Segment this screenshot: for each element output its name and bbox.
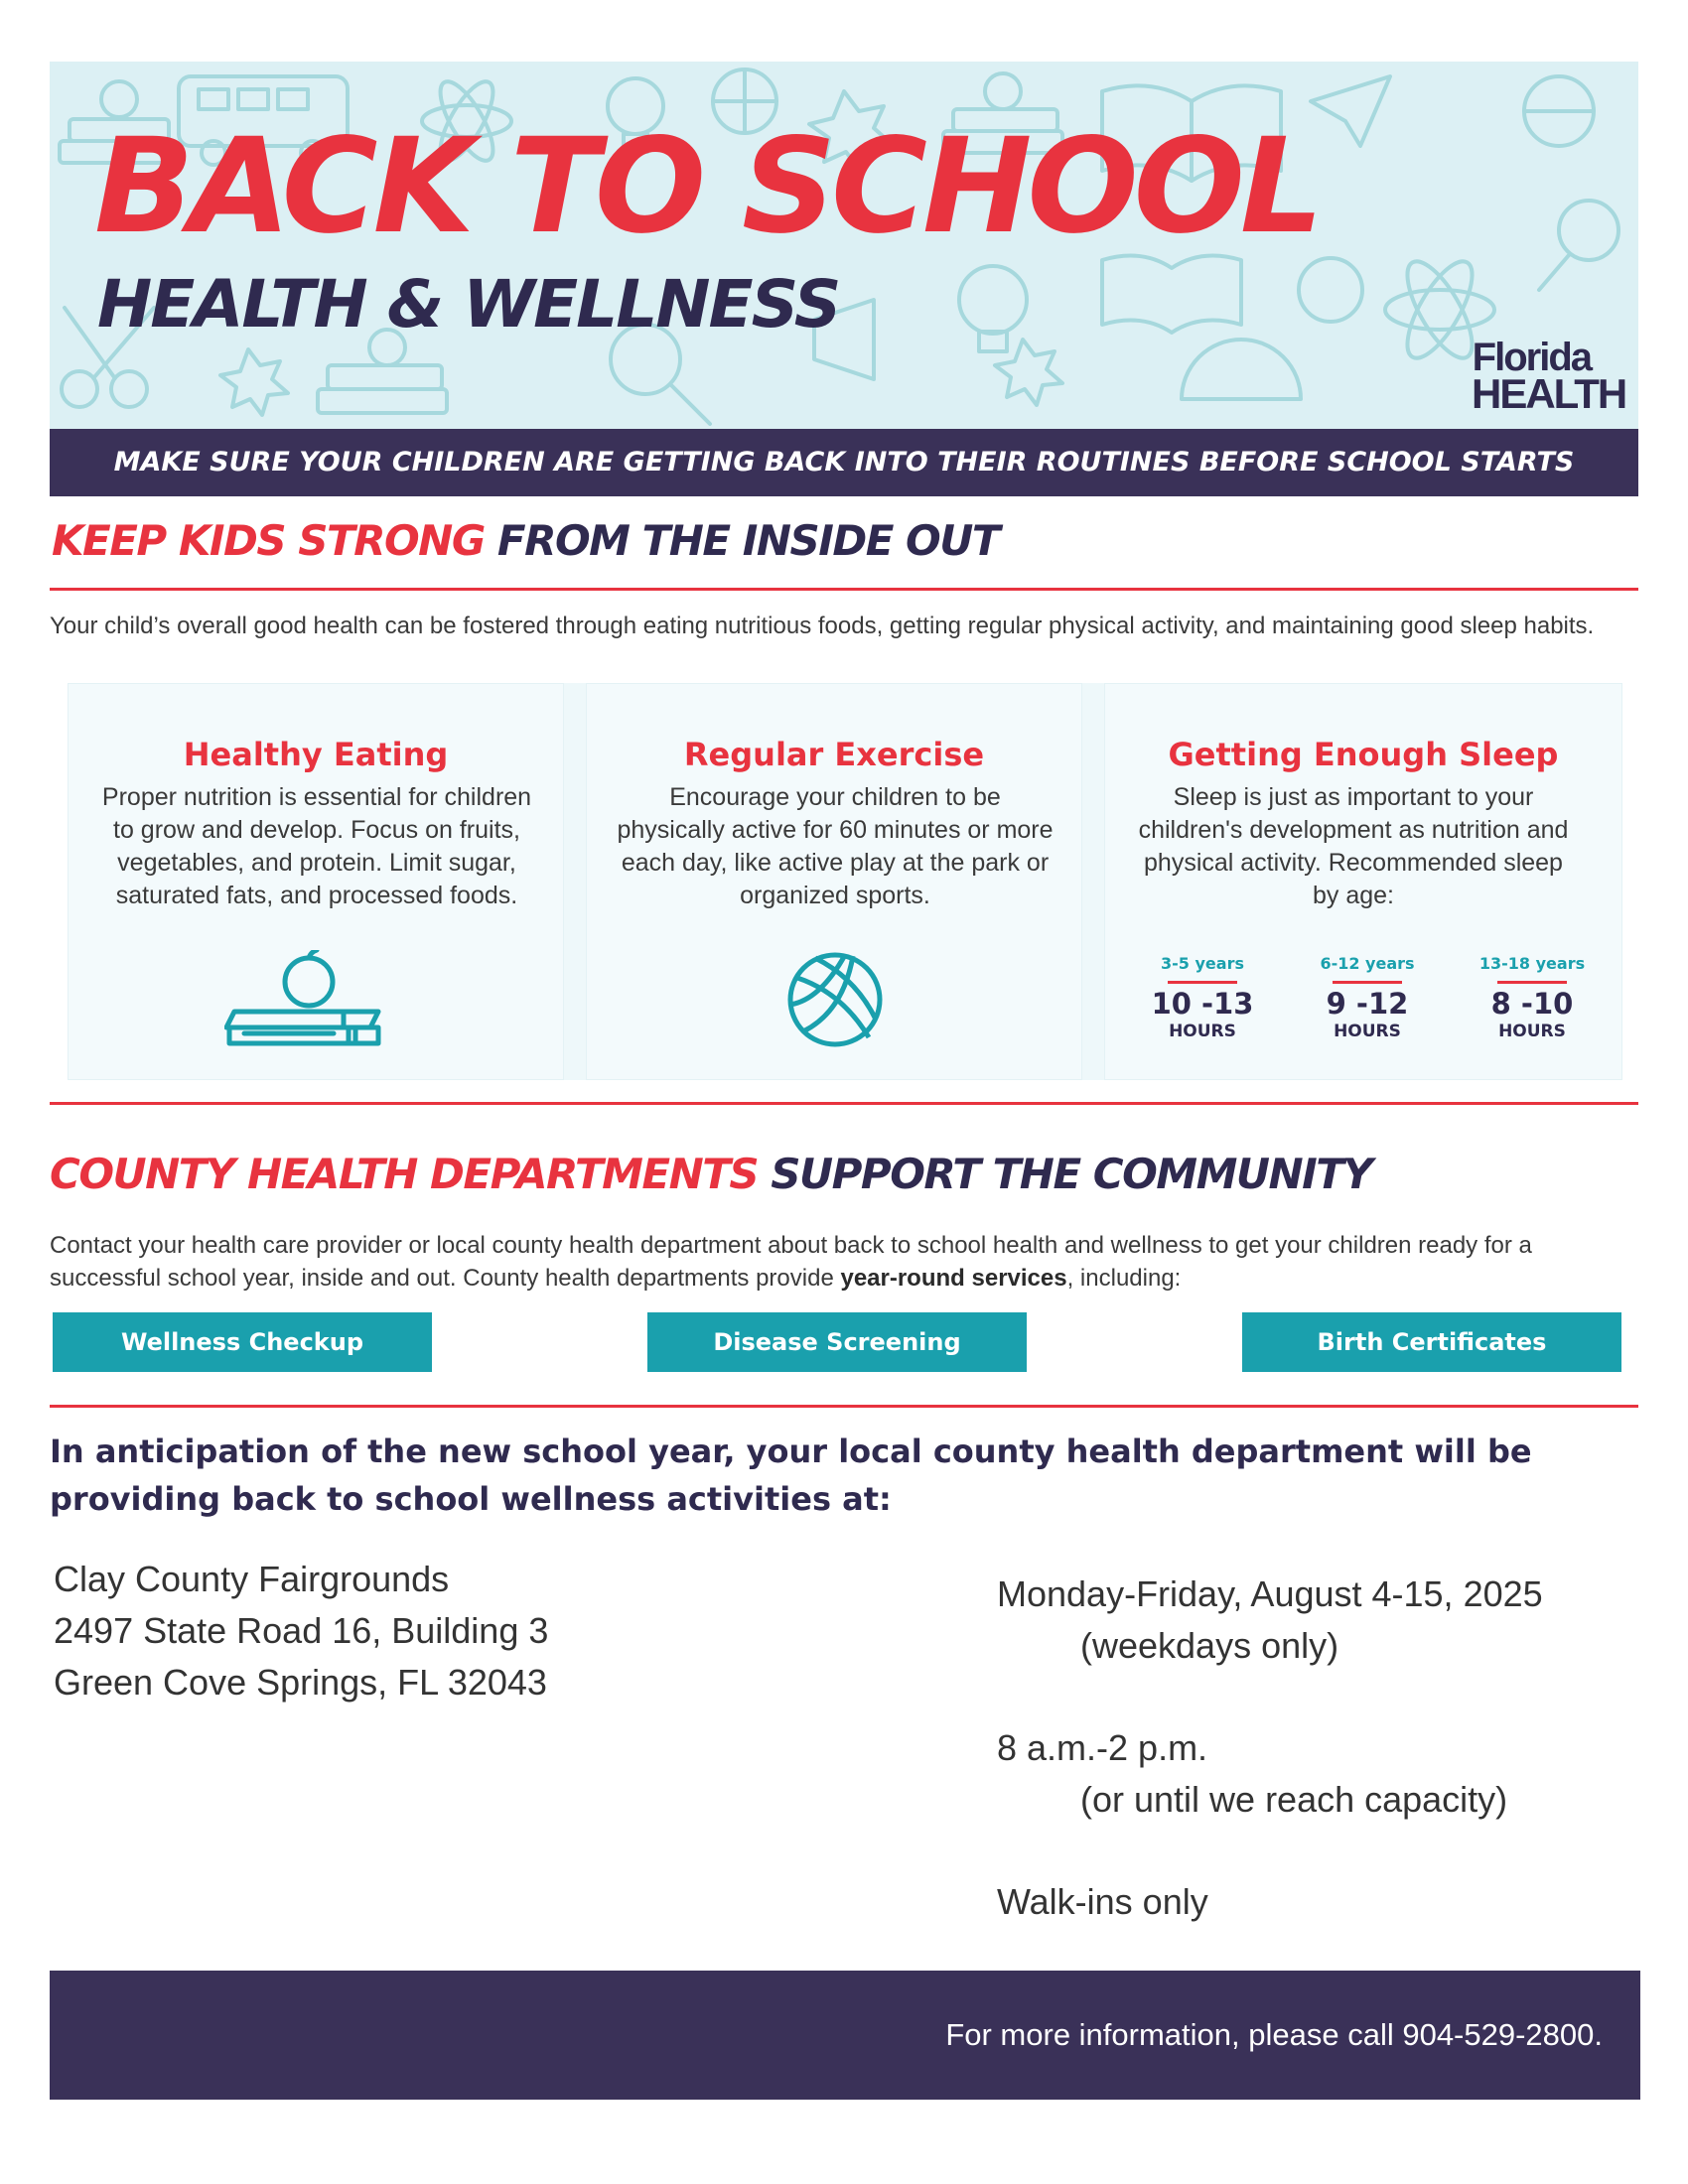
sleep-age-label: 6-12 years: [1320, 954, 1415, 973]
header-banner: [50, 62, 1638, 429]
sleep-divider: [1168, 981, 1237, 984]
sleep-hours-unit: HOURS: [1334, 1022, 1401, 1041]
event-time-note: (or until we reach capacity): [1080, 1779, 1508, 1820]
basketball-icon: [785, 950, 885, 1049]
heading-highlight: KEEP KIDS STRONG: [52, 516, 485, 565]
card-title: Getting Enough Sleep: [1168, 736, 1559, 773]
sleep-hours-unit: HOURS: [1498, 1022, 1566, 1041]
footer-bar: [50, 1971, 1640, 2100]
heading-rest: FROM THE INSIDE OUT: [484, 516, 999, 565]
logo-text-bottom: HEALTH: [1472, 370, 1626, 417]
sleep-hours-value: 8 -10: [1490, 987, 1574, 1021]
section-heading-county-health: [50, 1150, 1372, 1198]
section-intro: [50, 1229, 1648, 1295]
sleep-hours-value: 10 -13: [1151, 987, 1254, 1021]
intro-text-end: , including:: [1066, 1265, 1182, 1292]
divider: [50, 1405, 1638, 1408]
card-regular-exercise: [586, 683, 1082, 1080]
event-dates: Monday-Friday, August 4-15, 2025: [997, 1573, 1543, 1614]
divider: [50, 588, 1638, 591]
service-disease-screening: Disease Screening: [647, 1312, 1027, 1372]
tagline-text: MAKE SURE YOUR CHILDREN ARE GETTING BACK INTO THEIR ROUTINES BEFORE SCHOOL STARTS: [113, 447, 1575, 478]
card-title: Healthy Eating: [183, 736, 449, 773]
address-line: Green Cove Springs, FL 32043: [54, 1662, 547, 1703]
intro-bold-text: year-round services: [840, 1265, 1067, 1292]
footer-contact-text: For more information, please call 904-529-2800.: [945, 2017, 1603, 2052]
sleep-divider: [1333, 981, 1402, 984]
event-announcement: In anticipation of the new school year, your local county health department will be providing back to school wellness activities at:: [50, 1433, 1532, 1518]
logo-text-top: Florida: [1472, 336, 1591, 379]
sleep-age-group: [1473, 954, 1592, 1041]
page-title: BACK TO SCHOOL: [94, 110, 1319, 263]
section-intro: Your child’s overall good health can be fostered through eating nutritious foods, getting regular physical activity, and maintaining good sleep habits.: [50, 613, 1595, 639]
sleep-hours-unit: HOURS: [1169, 1022, 1236, 1041]
card-text: Proper nutrition is essential for children to grow and develop. Focus on fruits, vegetables, and protein. Limit sugar, saturated fats, and processed foods.: [101, 783, 532, 909]
sleep-age-label: 3-5 years: [1161, 954, 1244, 973]
sleep-divider: [1497, 981, 1567, 984]
card-title: Regular Exercise: [683, 736, 985, 773]
card-healthy-eating: [68, 683, 564, 1080]
sleep-age-group: [1143, 954, 1262, 1041]
card-text: Encourage your children to be physically active for 60 minutes or more each day, like active play at the park or organized sports.: [617, 783, 1054, 909]
sleep-hours-value: 9 -12: [1326, 987, 1409, 1021]
divider: [50, 1102, 1638, 1105]
event-time: 8 a.m.-2 p.m.: [997, 1727, 1208, 1768]
tagline-bar: [50, 429, 1638, 496]
sleep-age-group: [1308, 954, 1427, 1041]
event-dates-note: (weekdays only): [1080, 1625, 1339, 1666]
walkins-note: Walk-ins only: [997, 1881, 1208, 1922]
apple-on-books-icon: [224, 950, 393, 1049]
service-birth-certificates: Birth Certificates: [1242, 1312, 1621, 1372]
section-heading-keep-kids-strong: [52, 516, 999, 565]
sleep-age-label: 13-18 years: [1478, 954, 1586, 973]
address-line: Clay County Fairgrounds: [54, 1559, 450, 1599]
page-subtitle: HEALTH & WELLNESS: [97, 266, 840, 342]
address-line: 2497 State Road 16, Building 3: [54, 1610, 549, 1651]
florida-health-logo: [1472, 336, 1626, 417]
intro-text: Contact your health care provider or local county health department about back to school health and wellness to get your children ready for a successful school year, inside and out. County health departments provide: [50, 1232, 1532, 1292]
card-getting-enough-sleep: [1104, 683, 1622, 1080]
service-wellness-checkup: Wellness Checkup: [53, 1312, 432, 1372]
heading-rest: SUPPORT THE COMMUNITY: [758, 1150, 1372, 1198]
card-text: Sleep is just as important to your children's development as nutrition and physical activity. Recommended sleep by age:: [1138, 783, 1569, 909]
heading-highlight: COUNTY HEALTH DEPARTMENTS: [50, 1150, 759, 1198]
